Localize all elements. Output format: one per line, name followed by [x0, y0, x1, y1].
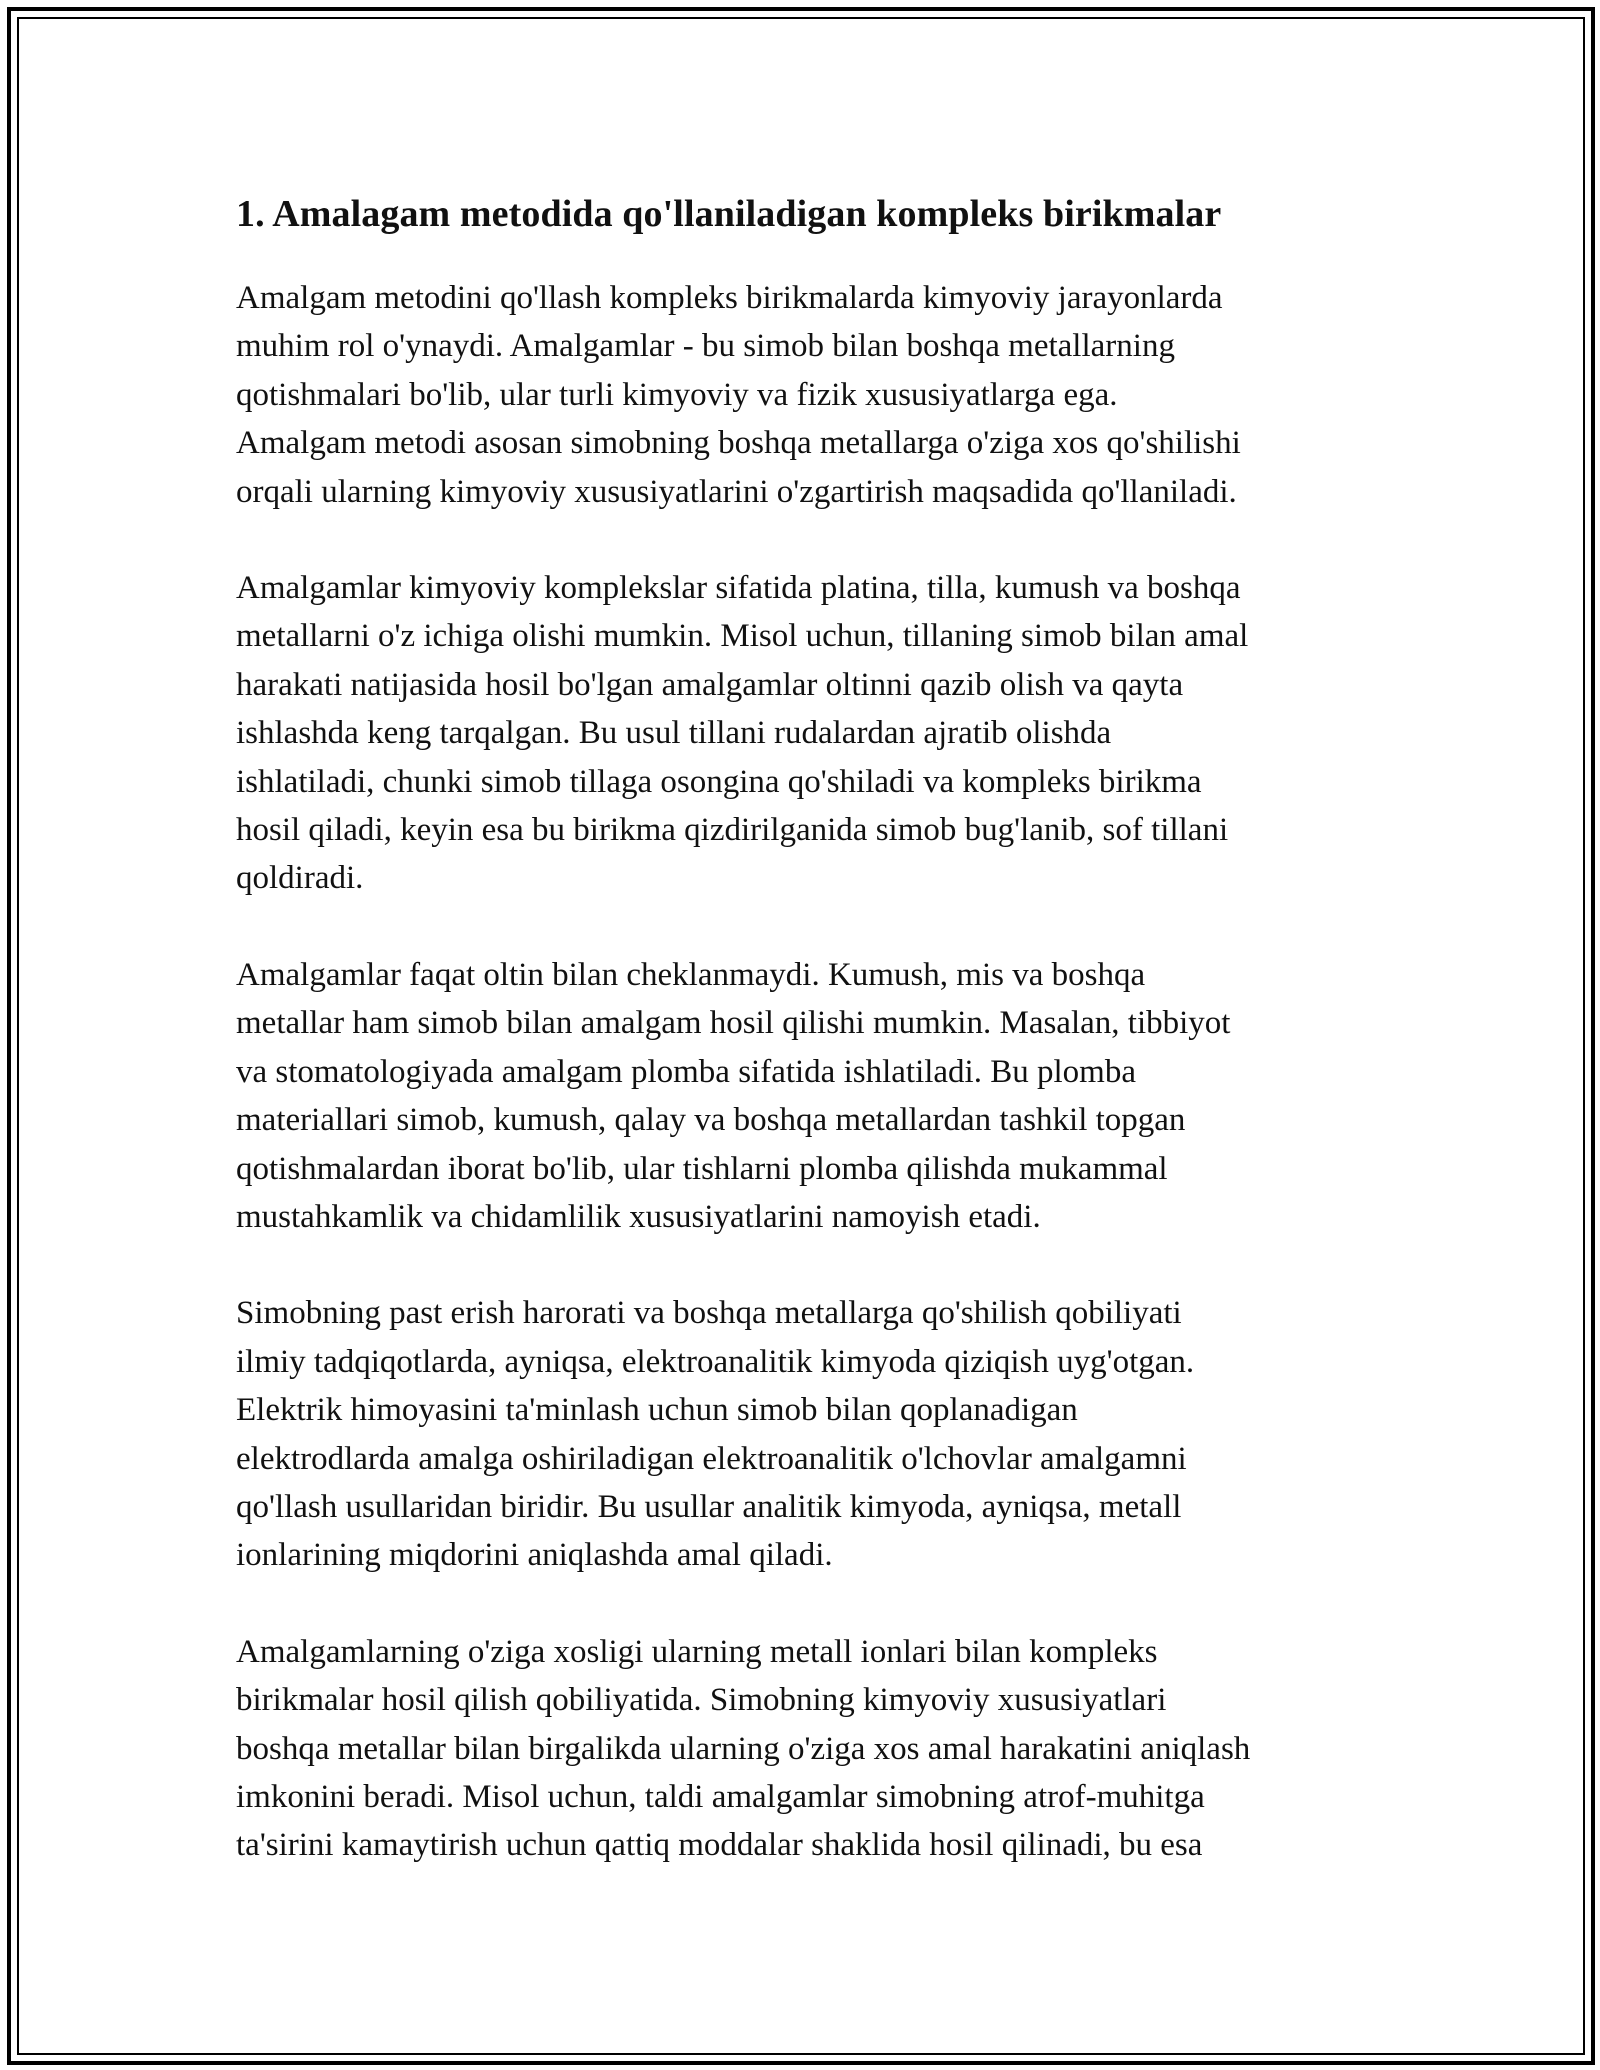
paragraph-2: Amalgamlar kimyoviy komplekslar sifatida platina, tilla, kumush va boshqa metallarni o'z ichiga olishi mumkin. Misol uchun, tillaning simob bilan amal harakati natijasida hosil bo'lgan amalgamlar oltinni qazib olish va qayta ishlashda keng tarqalgan. Bu usul tillani rudalardan ajratib olishda ishlatiladi, chunki simob tillaga osongina qo'shiladi va kompleks birikma hosil qiladi, keyin esa bu birikma qizdirilganida simob bug'lanib, sof tillani qoldiradi.: [236, 570, 1249, 897]
document-body: [236, 186, 1386, 1918]
paragraph-1: Amalgam metodini qo'llash kompleks birikmalarda kimyoviy jarayonlarda muhim rol o'ynaydi. Amalgamlar - bu simob bilan boshqa metallarning qotishmalari bo'lib, ular turli kimyoviy va fizik xususiyatlarga ega. Amalgam metodi asosan simobning boshqa metallarga o'ziga xos qo'shilishi orqali ularning kimyoviy xususiyatlarini o'zgartirish maqsadida qo'llaniladi.: [236, 280, 1241, 510]
paragraph-4: Simobning past erish harorati va boshqa metallarga qo'shilish qobiliyati ilmiy tadqiqotlarda, ayniqsa, elektroanalitik kimyoda qiziqish uyg'otgan. Elektrik himoyasini ta'minlash uchun simob bilan qoplanadigan elektrodlarda amalga oshiriladigan elektroanalitik o'lchovlar amalgamni qo'llash usullaridan biridir. Bu usullar analitik kimyoda, ayniqsa, metall ionlarining miqdorini aniqlashda amal qiladi.: [236, 1295, 1195, 1574]
section-heading: 1. Amalagam metodida qo'llaniladigan kompleks birikmalar: [236, 193, 1222, 235]
paragraph-5: Amalgamlarning o'ziga xosligi ularning metall ionlari bilan kompleks birikmalar hosil qilish qobiliyatida. Simobning kimyoviy xususiyatlari boshqa metallar bilan birgalikda ularning o'ziga xos amal harakatini aniqlash imkonini beradi. Misol uchun, taldi amalgamlar simobning atrof-muhitga ta'sirini kamaytirish uchun qattiq moddalar shaklida hosil qilinadi, bu esa: [236, 1633, 1251, 1864]
paragraph-3: Amalgamlar faqat oltin bilan cheklanmaydi. Kumush, mis va boshqa metallar ham simob bilan amalgam hosil qilishi mumkin. Masalan, tibbiyot va stomatologiyada amalgam plomba sifatida ishlatiladi. Bu plomba materiallari simob, kumush, qalay va boshqa metallardan tashkil topgan qotishmalardan iborat bo'lib, ular tishlarni plomba qilishda mukammal mustahkamlik va chidamlilik xususiyatlarini namoyish etadi.: [236, 956, 1231, 1235]
